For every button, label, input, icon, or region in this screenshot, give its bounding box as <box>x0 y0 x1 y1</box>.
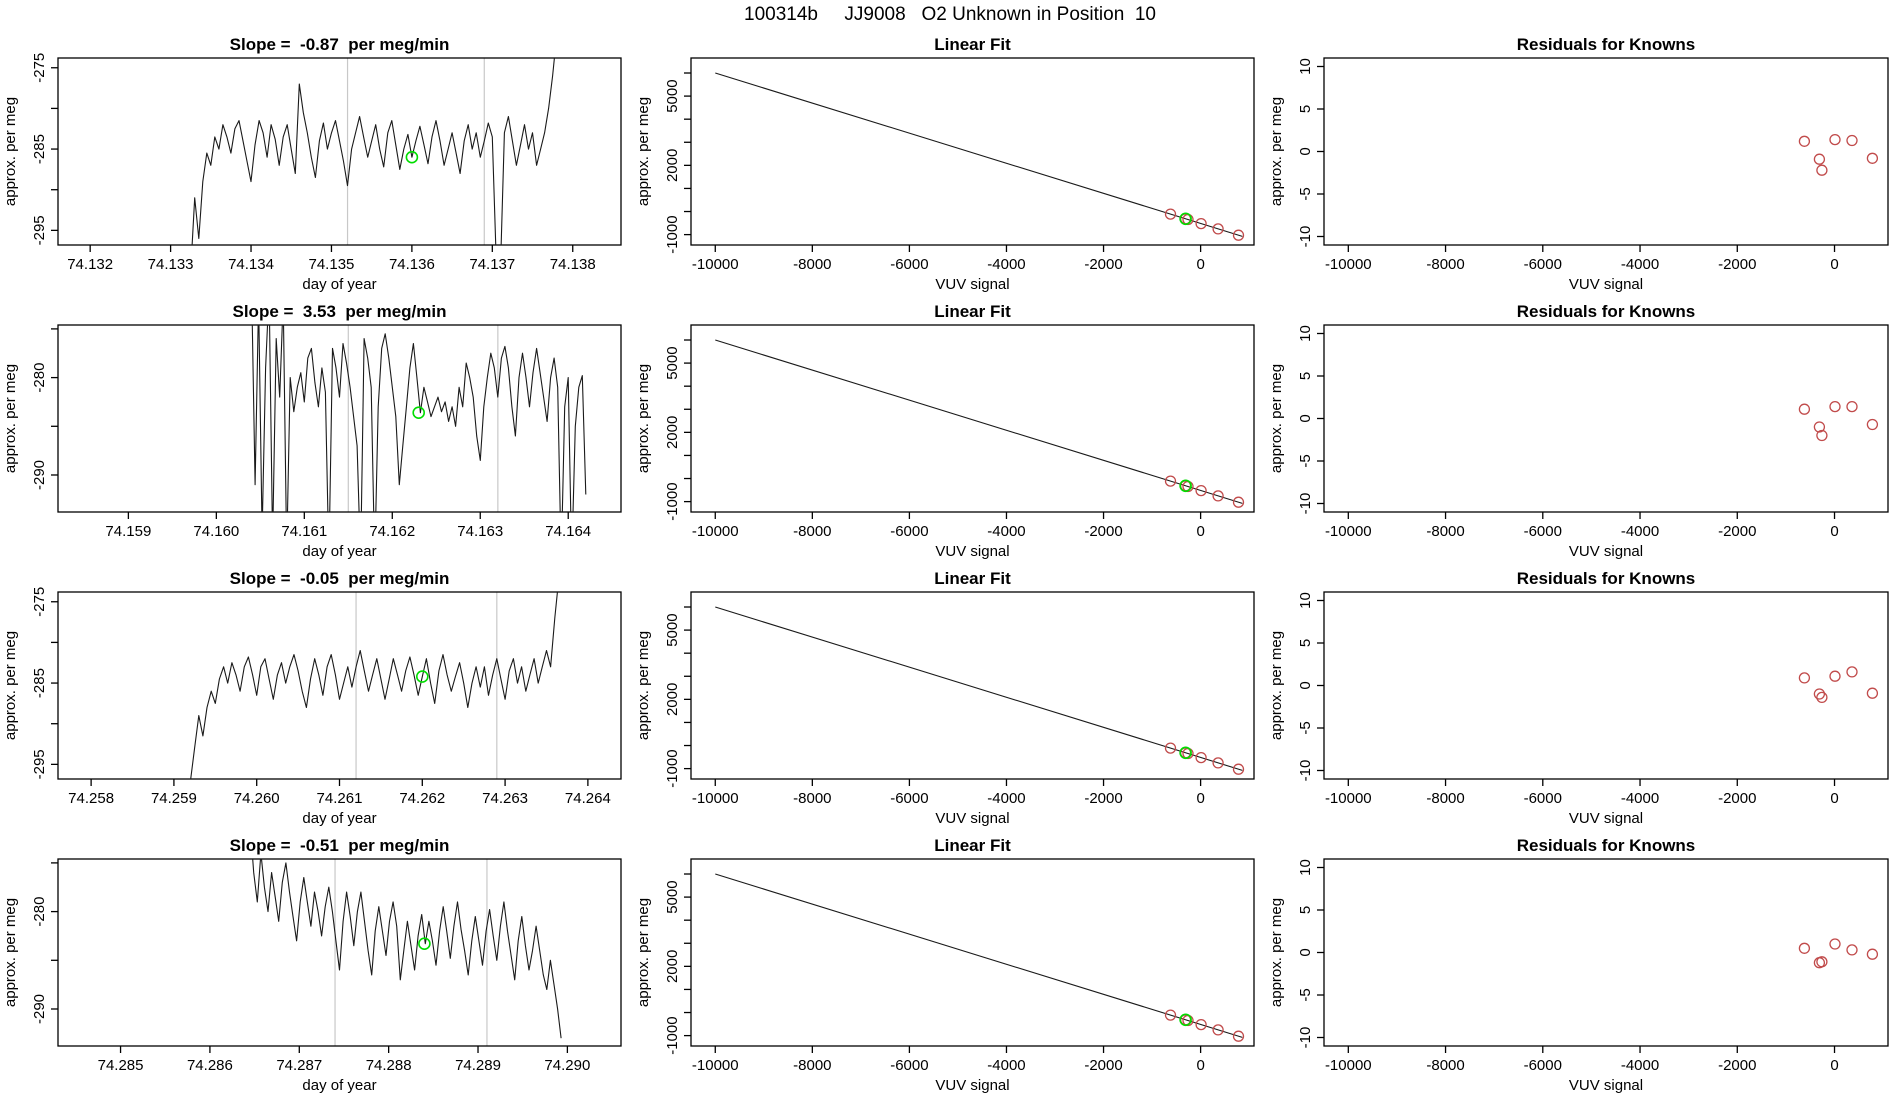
y-tick-label: 10 <box>1297 859 1314 876</box>
chart-svg <box>1266 32 1900 299</box>
x-tick-label: 74.160 <box>193 523 240 540</box>
x-tick-label: 74.287 <box>276 1057 323 1074</box>
y-tick-label: -1000 <box>664 749 681 788</box>
x-axis-label: VUV signal <box>1568 543 1644 560</box>
y-tick-label: 0 <box>1297 414 1314 423</box>
y-tick-label: 0 <box>1297 147 1314 156</box>
unknown-point <box>413 407 424 418</box>
x-tick-label: -2000 <box>1718 256 1757 273</box>
plot-box <box>58 325 621 512</box>
y-tick-label: 0 <box>1297 948 1314 957</box>
x-tick-label: -4000 <box>987 256 1026 273</box>
panel-row2-residuals <box>1266 299 1900 566</box>
panel-title: Slope = -0.05 per meg/min <box>229 569 450 588</box>
x-tick-label: 74.135 <box>308 256 355 273</box>
x-tick-label: 74.259 <box>150 790 197 807</box>
x-tick-label: 0 <box>1196 1057 1205 1074</box>
plot-box <box>1324 58 1888 245</box>
x-tick-label: -4000 <box>1620 790 1660 807</box>
y-tick-label: 10 <box>1297 592 1314 609</box>
x-tick-label: -10000 <box>691 523 739 540</box>
x-tick-label: -10000 <box>691 790 739 807</box>
chart-svg <box>633 299 1266 566</box>
panel-title: Slope = -0.51 per meg/min <box>229 836 450 855</box>
x-axis-label: day of year <box>302 276 377 293</box>
x-tick-label: 74.163 <box>457 523 504 540</box>
x-tick-label: 74.289 <box>455 1057 501 1074</box>
x-tick-label: -6000 <box>1523 256 1562 273</box>
known-point <box>1799 136 1809 146</box>
x-tick-label: -8000 <box>1426 790 1465 807</box>
x-tick-label: -8000 <box>793 790 832 807</box>
x-tick-label: 74.262 <box>399 790 446 807</box>
y-axis-label: approx. per meg <box>1268 897 1285 1008</box>
x-tick-label: 0 <box>1830 790 1839 807</box>
known-point <box>1867 688 1877 698</box>
x-tick-label: 74.161 <box>281 523 328 540</box>
known-point <box>1847 667 1857 677</box>
plot-box <box>691 592 1254 779</box>
x-tick-label: 74.285 <box>97 1057 144 1074</box>
y-tick-label: -275 <box>31 586 48 617</box>
x-tick-label: -8000 <box>793 523 832 540</box>
y-axis-label: approx. per meg <box>1268 630 1285 741</box>
x-tick-label: -6000 <box>890 1057 929 1074</box>
y-tick-label: -1000 <box>664 1016 681 1055</box>
chart-svg <box>0 32 633 299</box>
known-point <box>1817 165 1827 175</box>
chart-svg <box>633 833 1266 1100</box>
x-tick-label: -6000 <box>890 523 929 540</box>
panel-title: Linear Fit <box>934 569 1011 588</box>
chart-svg <box>633 566 1266 833</box>
plot-box <box>1324 592 1888 779</box>
x-axis-label: VUV signal <box>935 810 1010 827</box>
y-axis-label: approx. per meg <box>2 897 19 1008</box>
x-tick-label: -8000 <box>1426 1057 1465 1074</box>
y-axis-label: approx. per meg <box>2 363 19 474</box>
panel-row1-timeseries <box>0 32 633 299</box>
panel-row2-timeseries <box>0 299 633 566</box>
known-point <box>1847 136 1857 146</box>
chart-svg <box>633 32 1266 299</box>
x-tick-label: -10000 <box>1324 256 1372 273</box>
x-axis-label: day of year <box>302 810 377 827</box>
x-tick-label: 74.264 <box>564 790 611 807</box>
known-point <box>1814 154 1824 164</box>
chart-svg <box>1266 299 1900 566</box>
known-point <box>1830 135 1840 145</box>
y-tick-label: -275 <box>31 52 48 83</box>
x-tick-label: 0 <box>1196 790 1205 807</box>
y-tick-label: -285 <box>31 134 48 165</box>
fit-line <box>715 874 1242 1037</box>
plot-box <box>58 58 621 245</box>
plot-box <box>58 859 621 1046</box>
known-point <box>1847 945 1857 955</box>
y-tick-label: 10 <box>1297 58 1314 75</box>
x-tick-label: -4000 <box>987 1057 1026 1074</box>
x-tick-label: -2000 <box>1084 523 1123 540</box>
y-axis-label: approx. per meg <box>1268 96 1285 207</box>
y-tick-label: 5000 <box>664 613 681 647</box>
chart-svg <box>0 299 633 566</box>
fit-line <box>715 607 1242 770</box>
page-title: 100314b JJ9008 O2 Unknown in Position 10 <box>744 4 1156 25</box>
plot-box <box>1324 859 1888 1046</box>
known-point <box>1814 689 1824 699</box>
x-tick-label: 74.133 <box>147 256 194 273</box>
x-tick-label: -8000 <box>793 1057 832 1074</box>
timeseries-line <box>250 833 561 1038</box>
x-tick-label: -6000 <box>890 790 929 807</box>
chart-svg <box>0 566 633 833</box>
known-point <box>1799 943 1809 953</box>
y-tick-label: 2000 <box>664 949 681 984</box>
known-point <box>1867 153 1877 163</box>
panel-title: Residuals for Knowns <box>1516 35 1696 54</box>
x-tick-label: -8000 <box>1426 523 1465 540</box>
panel-row4-timeseries <box>0 833 633 1100</box>
known-point <box>1830 939 1840 949</box>
x-tick-label: -6000 <box>1523 1057 1562 1074</box>
x-tick-label: 74.159 <box>105 523 152 540</box>
known-point <box>1867 420 1877 430</box>
x-tick-label: -4000 <box>987 523 1026 540</box>
chart-svg <box>0 833 633 1100</box>
x-tick-label: 74.132 <box>67 256 114 273</box>
y-tick-label: 5000 <box>664 346 681 380</box>
y-tick-label: 5 <box>1297 371 1314 381</box>
y-axis-label: approx. per meg <box>635 96 652 207</box>
y-tick-label: -5 <box>1297 988 1314 1002</box>
known-point <box>1799 404 1809 414</box>
plot-box <box>58 592 621 779</box>
panel-title: Linear Fit <box>934 302 1011 321</box>
y-tick-label: 5 <box>1297 638 1314 648</box>
x-axis-label: day of year <box>302 543 377 560</box>
x-tick-label: 74.263 <box>482 790 529 807</box>
x-tick-label: -8000 <box>1426 256 1465 273</box>
x-tick-label: -4000 <box>1620 1057 1660 1074</box>
y-tick-label: -295 <box>31 215 48 246</box>
y-tick-label: -290 <box>31 459 48 491</box>
plot-box <box>1324 325 1888 512</box>
plot-box <box>691 859 1254 1046</box>
x-tick-label: 0 <box>1830 1057 1839 1074</box>
x-tick-label: -2000 <box>1718 790 1757 807</box>
panel-title: Residuals for Knowns <box>1516 302 1696 321</box>
x-tick-label: 74.134 <box>228 256 274 273</box>
panel-row4-residuals <box>1266 833 1900 1100</box>
known-point <box>1799 673 1809 683</box>
panel-title: Residuals for Knowns <box>1516 569 1696 588</box>
x-tick-label: -2000 <box>1084 790 1123 807</box>
y-tick-label: 5 <box>1297 104 1314 114</box>
plot-grid <box>0 32 1900 1100</box>
x-tick-label: -2000 <box>1084 1057 1123 1074</box>
panel-row1-linearfit <box>633 32 1266 299</box>
known-point <box>1830 402 1840 412</box>
y-tick-label: -5 <box>1297 454 1314 468</box>
panel-title: Slope = 3.53 per meg/min <box>232 302 447 321</box>
x-tick-label: -6000 <box>890 256 929 273</box>
x-tick-label: -4000 <box>1620 256 1660 273</box>
y-tick-label: -1000 <box>664 215 681 254</box>
x-tick-label: 74.137 <box>469 256 516 273</box>
panel-title: Linear Fit <box>934 836 1011 855</box>
known-point <box>1847 402 1857 412</box>
y-axis-label: approx. per meg <box>635 897 652 1008</box>
y-axis-label: approx. per meg <box>1268 363 1285 474</box>
y-tick-label: 0 <box>1297 681 1314 690</box>
x-tick-label: -10000 <box>1324 790 1372 807</box>
x-axis-label: day of year <box>302 1077 377 1094</box>
x-tick-label: 0 <box>1196 523 1205 540</box>
x-tick-label: -2000 <box>1718 1057 1757 1074</box>
x-tick-label: 0 <box>1830 256 1839 273</box>
x-axis-label: VUV signal <box>935 276 1010 293</box>
x-tick-label: -4000 <box>987 790 1026 807</box>
x-tick-label: -6000 <box>1523 523 1562 540</box>
y-tick-label: 2000 <box>664 148 681 183</box>
x-tick-label: -4000 <box>1620 523 1660 540</box>
timeseries-line <box>191 577 559 780</box>
panel-title: Slope = -0.87 per meg/min <box>229 35 450 54</box>
y-tick-label: -5 <box>1297 187 1314 201</box>
panel-title: Linear Fit <box>934 35 1011 54</box>
y-tick-label: 2000 <box>664 682 681 717</box>
panel-row3-residuals <box>1266 566 1900 833</box>
x-tick-label: 74.260 <box>233 790 280 807</box>
y-tick-label: 10 <box>1297 325 1314 342</box>
y-tick-label: -5 <box>1297 721 1314 735</box>
y-tick-label: -10 <box>1297 1026 1314 1049</box>
y-tick-label: -10 <box>1297 225 1314 248</box>
x-tick-label: -2000 <box>1718 523 1757 540</box>
known-point <box>1817 692 1827 702</box>
x-tick-label: 74.290 <box>544 1057 591 1074</box>
x-tick-label: 74.162 <box>369 523 416 540</box>
y-tick-label: 5 <box>1297 905 1314 915</box>
x-tick-label: -10000 <box>1324 523 1372 540</box>
panel-row3-timeseries <box>0 566 633 833</box>
x-tick-label: -6000 <box>1523 790 1562 807</box>
y-tick-label: -280 <box>31 362 48 393</box>
x-tick-label: -10000 <box>1324 1057 1372 1074</box>
y-axis-label: approx. per meg <box>2 630 19 741</box>
y-tick-label: -10 <box>1297 759 1314 782</box>
x-tick-label: -10000 <box>691 1057 739 1074</box>
chart-svg <box>1266 833 1900 1100</box>
known-point <box>1867 949 1877 959</box>
x-tick-label: 74.286 <box>186 1057 233 1074</box>
y-tick-label: -285 <box>31 668 48 699</box>
fit-line <box>715 73 1242 236</box>
y-tick-label: -295 <box>31 749 48 780</box>
panel-row2-linearfit <box>633 299 1266 566</box>
y-tick-label: 2000 <box>664 415 681 450</box>
plot-box <box>691 325 1254 512</box>
y-tick-label: -1000 <box>664 482 681 521</box>
fit-line <box>715 340 1242 503</box>
y-tick-label: -280 <box>31 896 48 927</box>
x-axis-label: VUV signal <box>1568 810 1644 827</box>
x-tick-label: 0 <box>1196 256 1205 273</box>
y-tick-label: -10 <box>1297 492 1314 515</box>
panel-row1-residuals <box>1266 32 1900 299</box>
timeseries-line <box>191 35 557 271</box>
y-tick-label: 5000 <box>664 79 681 113</box>
y-axis-label: approx. per meg <box>635 630 652 741</box>
x-tick-label: 74.138 <box>549 256 596 273</box>
x-tick-label: 74.288 <box>365 1057 412 1074</box>
x-tick-label: -10000 <box>691 256 739 273</box>
x-axis-label: VUV signal <box>935 1077 1010 1094</box>
y-axis-label: approx. per meg <box>2 96 19 207</box>
chart-svg <box>1266 566 1900 833</box>
x-tick-label: 0 <box>1830 523 1839 540</box>
panel-row4-linearfit <box>633 833 1266 1100</box>
x-axis-label: VUV signal <box>935 543 1010 560</box>
y-tick-label: -290 <box>31 993 48 1025</box>
x-tick-label: 74.164 <box>545 523 592 540</box>
x-tick-label: 74.261 <box>316 790 363 807</box>
y-tick-label: 5000 <box>664 880 681 914</box>
x-tick-label: 74.258 <box>68 790 115 807</box>
x-tick-label: -8000 <box>793 256 832 273</box>
panel-row3-linearfit <box>633 566 1266 833</box>
y-axis-label: approx. per meg <box>635 363 652 474</box>
known-point <box>1830 671 1840 681</box>
x-tick-label: -2000 <box>1084 256 1123 273</box>
x-tick-label: 74.136 <box>388 256 435 273</box>
x-axis-label: VUV signal <box>1568 276 1644 293</box>
panel-title: Residuals for Knowns <box>1516 836 1696 855</box>
x-axis-label: VUV signal <box>1568 1077 1644 1094</box>
plot-box <box>691 58 1254 245</box>
